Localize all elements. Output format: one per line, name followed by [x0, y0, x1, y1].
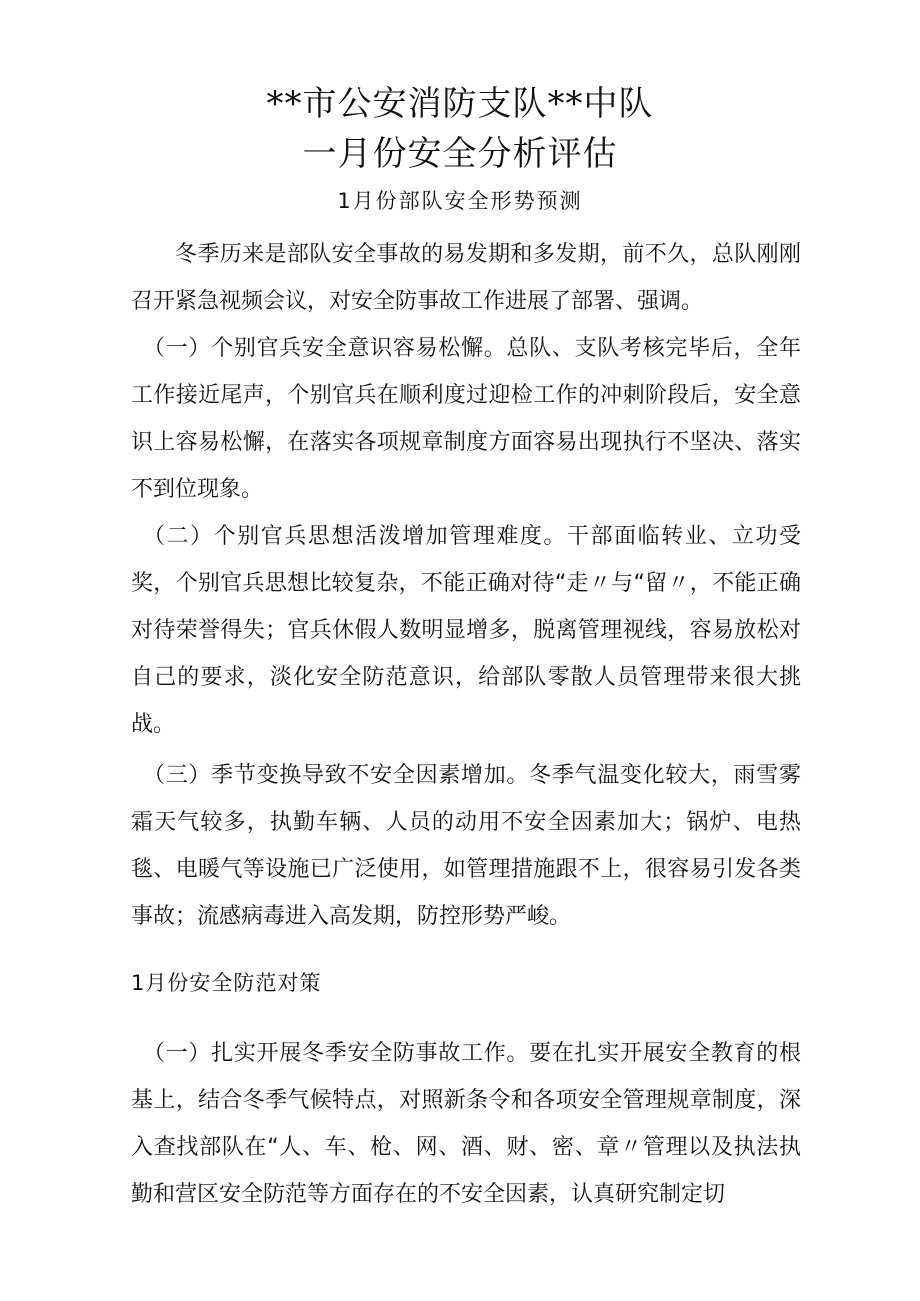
forecast-item-1: （一）个别官兵安全意识容易松懈。总队、支队考核完毕后，全年工作接近尾声，个别官兵在顺利度过迎检工作的冲刺阶段后，安全意识上容易松懈，在落实各项规章制度方面容易出现执行不坚决、落实不到位现象。: [131, 336, 801, 502]
document-title-line2: 一月份安全分析评估: [302, 134, 618, 174]
document-title-line1: **市公安消防支队**中队: [266, 84, 654, 124]
section-heading-countermeasures: 1月份安全防范对策: [131, 971, 322, 995]
countermeasure-item-1: （一）扎实开展冬季安全防事故工作。要在扎实开展安全教育的根基上，结合冬季气候特点，对照新条令和各项安全管理规章制度，深入查找部队在“人、车、枪、网、酒、财、密、章〃管理以及执法执勤和营区安全防范等方面存在的不安全因素，认真研究制定切: [131, 1041, 801, 1207]
forecast-item-2: （二）个别官兵思想活泼增加管理难度。干部面临转业、立功受奖，个别官兵思想比较复杂，不能正确对待“走〃与“留〃，不能正确对待荣誉得失；官兵休假人数明显增多，脱离管理视线，容易放松对自己的要求，淡化安全防范意识，给部队零散人员管理带来很大挑战。: [131, 524, 801, 737]
forecast-item-3: （三）季节变换导致不安全因素增加。冬季气温变化较大，雨雪雾霜天气较多，执勤车辆、人员的动用不安全因素加大；锅炉、电热毯、电暖气等设施已广泛使用，如管理措施跟不上，很容易引发各类事故；流感病毒进入高发期，防控形势严峻。: [131, 763, 801, 929]
intro-paragraph: 冬季历来是部队安全事故的易发期和多发期，前不久，总队刚刚召开紧急视频会议，对安全防事故工作进展了部署、强调。: [131, 242, 801, 314]
section-heading-forecast: 1月份部队安全形势预测: [337, 189, 583, 213]
